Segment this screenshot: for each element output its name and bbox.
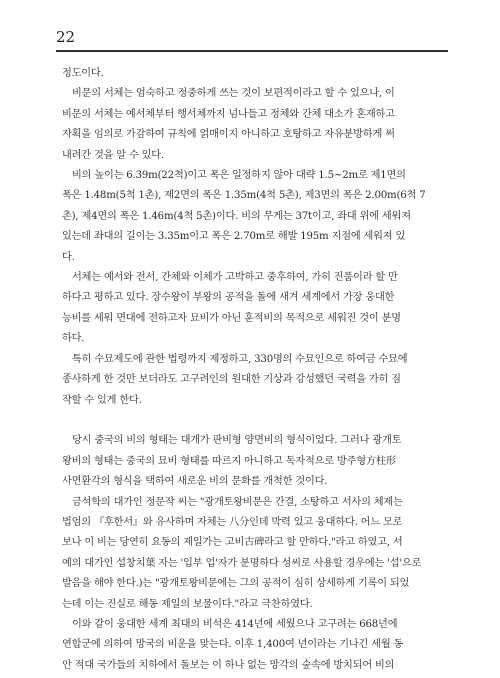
text-line: 특히 수묘제도에 관한 법령까지 제정하고, 330명의 수묘인으로 하여금 수묘에 bbox=[72, 353, 408, 365]
text-line: 서체는 예서와 전서, 간체와 이체가 고박하고 중후하여, 가히 진품이라 할 만 bbox=[72, 272, 398, 284]
text-line: 다. bbox=[62, 251, 75, 263]
header-rule bbox=[56, 50, 448, 52]
text-line: 발음을 해야 한다.)는 "광개토왕비문에는 그의 공적이 심히 상세하게 기록이 되었 bbox=[62, 578, 410, 590]
text-line: 는데 이는 진실로 해동 제일의 보물이다."라고 극찬하였다. bbox=[62, 598, 313, 610]
text-line: 정도이다. bbox=[62, 68, 104, 79]
text-line: 작할 수 있게 한다. bbox=[62, 394, 142, 406]
page-number: 22 bbox=[56, 28, 76, 46]
text-line: 비문의 서체는 예서체부터 행서체까지 넘나들고 정체와 간체 대소가 혼재하고 bbox=[62, 108, 395, 120]
text-line: 하다. bbox=[62, 333, 85, 345]
text-line: 이와 같이 웅대한 세계 최대의 비석은 414년에 세웠으나 고구려는 668년에 bbox=[72, 618, 398, 630]
text-line: 종사하게 한 것만 보더라도 고구려인의 원대한 기상과 강성했던 국력을 가히 짐 bbox=[62, 374, 401, 386]
text-line: 보나 이 비는 당연히 요동의 제일가는 고비古碑라고 할 만하다."라고 하였고, 서 bbox=[62, 537, 403, 549]
text-line: 내려간 것을 알 수 있다. bbox=[62, 149, 164, 161]
text-line: 자획을 임의로 가감하여 규칙에 얽매이지 아니하고 호탕하고 자유분방하게 써 bbox=[62, 129, 395, 141]
text-line: 하다고 평하고 있다. 장수왕이 부왕의 공적을 돌에 새겨 세계에서 가장 웅대한 bbox=[62, 292, 395, 304]
text-line: 왕비의 형태는 중국의 묘비 형태를 따르지 아니하고 독자적으로 방주형方柱形 bbox=[62, 455, 396, 467]
text-line: 예의 대가인 섭창치葉 자는 '입부 업'자가 분명하다 성씨로 사용할 경우에는 '섭'으로 bbox=[62, 557, 422, 569]
text-line: 촌), 제4면의 폭은 1.46m(4척 5촌)이다. 비의 무게는 37t이고, 좌대 위에 세워져 bbox=[62, 210, 411, 222]
text-line: 능비를 세워 면대에 전하고자 묘비가 아닌 훈적비의 목적으로 세워진 것이 분명 bbox=[62, 312, 401, 324]
text-line: 폭은 1.48m(5척 1촌), 제2면의 폭은 1.35m(4척 5촌), 제3면의 폭은 2.00m(6척 7 bbox=[62, 190, 426, 202]
text-line: 사면환각의 형식을 택하여 새로운 비의 문화를 개척한 것이다. bbox=[62, 476, 328, 488]
paragraph-gap bbox=[62, 411, 444, 431]
text-line: 있는데 좌대의 길이는 3.35m이고 폭은 2.70m로 해발 195m 지점에 세워져 있 bbox=[62, 231, 406, 243]
text-line: 비문의 서체는 엄숙하고 정중하게 쓰는 것이 보편적이라고 할 수 있으나, 이 bbox=[72, 88, 395, 100]
text-line: 당시 중국의 비의 형태는 대개가 판비형 양면비의 형식이었다. 그러나 광개토 bbox=[72, 435, 402, 447]
text-line: 연합군에 의하여 망국의 비운을 맞는다. 이후 1,400여 년이라는 기나긴 세월 동 bbox=[62, 639, 404, 651]
text-line: 법엄의 『후한서』와 유사하며 자체는 八分인데 박력 있고 웅대하다. 어느 모로 bbox=[62, 516, 403, 528]
text-line: 금석학의 대가인 정문작 씨는 "광개토왕비문은 간결, 소탕하고 서사의 체제는 bbox=[72, 496, 403, 508]
body-text bbox=[62, 64, 444, 676]
text-line: 안 적대 국가들의 치하에서 돌보는 이 하나 없는 망각의 숲속에 방치되어 비의 bbox=[62, 659, 395, 671]
text-line: 비의 높이는 6.39m(22척)이고 폭은 일정하지 않아 대략 1.5~2m로 제1면의 bbox=[72, 170, 406, 182]
